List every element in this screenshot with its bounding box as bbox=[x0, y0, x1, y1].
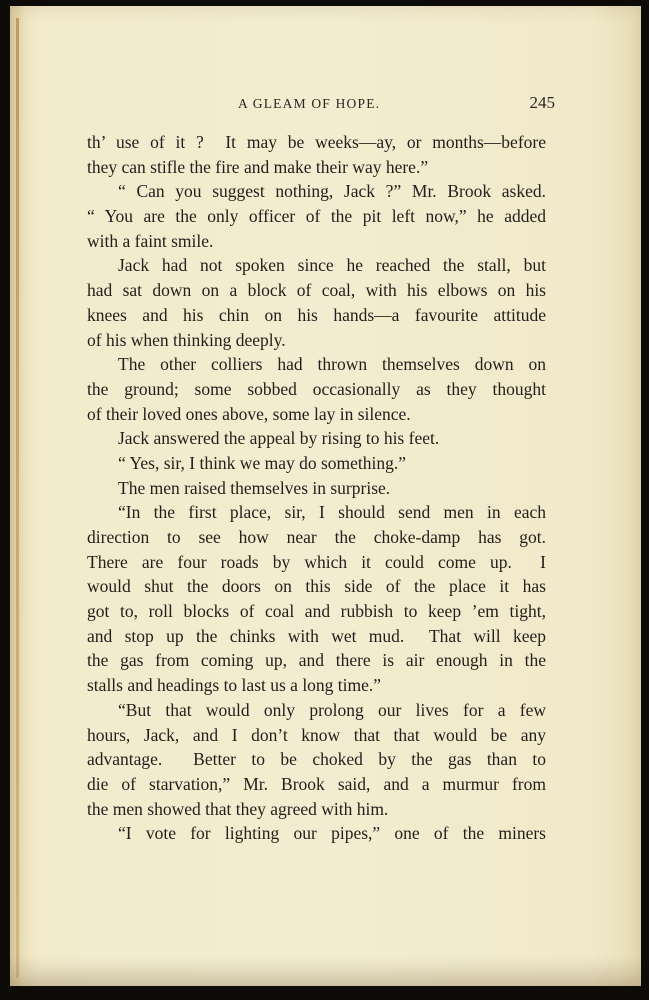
text-line: got to, roll blocks of coal and rubbish to keep ’em tight, bbox=[87, 601, 546, 622]
text-line: “ Can you suggest nothing, Jack ?” Mr. Brook asked. bbox=[118, 181, 546, 202]
text-line: the gas from coming up, and there is air enough in the bbox=[87, 650, 546, 671]
page-bottom-shadow bbox=[10, 956, 641, 986]
text-line: stalls and headings to last us a long time.” bbox=[87, 675, 382, 696]
text-line: advantage. Better to be choked by the gas than to bbox=[87, 749, 546, 770]
text-line: “ You are the only officer of the pit left now,” he added bbox=[87, 206, 546, 227]
text-line: “In the first place, sir, I should send men in each bbox=[118, 502, 546, 523]
text-line: “I vote for lighting our pipes,” one of the miners bbox=[118, 823, 546, 844]
text-line: The other colliers had thrown themselves down on bbox=[118, 354, 546, 375]
text-line: they can stifle the fire and make their way here.” bbox=[87, 156, 429, 177]
page-number: 245 bbox=[529, 93, 555, 112]
text-line: with a faint smile. bbox=[87, 230, 214, 251]
page-gutter-edge bbox=[16, 18, 19, 978]
text-line: knees and his chin on his hands—a favourite attitude bbox=[87, 304, 546, 325]
text-line: Jack had not spoken since he reached the stall, but bbox=[118, 255, 546, 276]
text-line: would shut the doors on this side of the place it has bbox=[87, 576, 546, 597]
text-line: th’ use of it ? It may be weeks—ay, or months—before bbox=[87, 132, 546, 152]
text-line: The men raised themselves in surprise. bbox=[118, 477, 391, 498]
text-line: the men showed that they agreed with him. bbox=[87, 798, 389, 819]
running-head: A GLEAM OF HOPE. bbox=[238, 96, 381, 111]
text-line: of their loved ones above, some lay in silence. bbox=[87, 403, 411, 424]
text-line: direction to see how near the choke-damp has got. bbox=[87, 527, 546, 547]
text-line: had sat down on a block of coal, with his elbows on his bbox=[87, 280, 546, 301]
text-line: There are four roads by which it could come up. I bbox=[87, 551, 546, 572]
body-text bbox=[87, 130, 546, 846]
text-line: of his when thinking deeply. bbox=[87, 329, 286, 350]
text-line: the ground; some sobbed occasionally as they thought bbox=[87, 378, 546, 399]
text-line: hours, Jack, and I don’t know that that would be any bbox=[87, 724, 546, 745]
text-line: “ Yes, sir, I think we may do something.” bbox=[118, 452, 407, 473]
text-line: “But that would only prolong our lives for a few bbox=[118, 699, 546, 720]
text-line: Jack answered the appeal by rising to his feet. bbox=[118, 428, 440, 449]
text-line: and stop up the chinks with wet mud. That will keep bbox=[87, 625, 546, 646]
text-line: die of starvation,” Mr. Brook said, and a murmur from bbox=[87, 773, 546, 794]
